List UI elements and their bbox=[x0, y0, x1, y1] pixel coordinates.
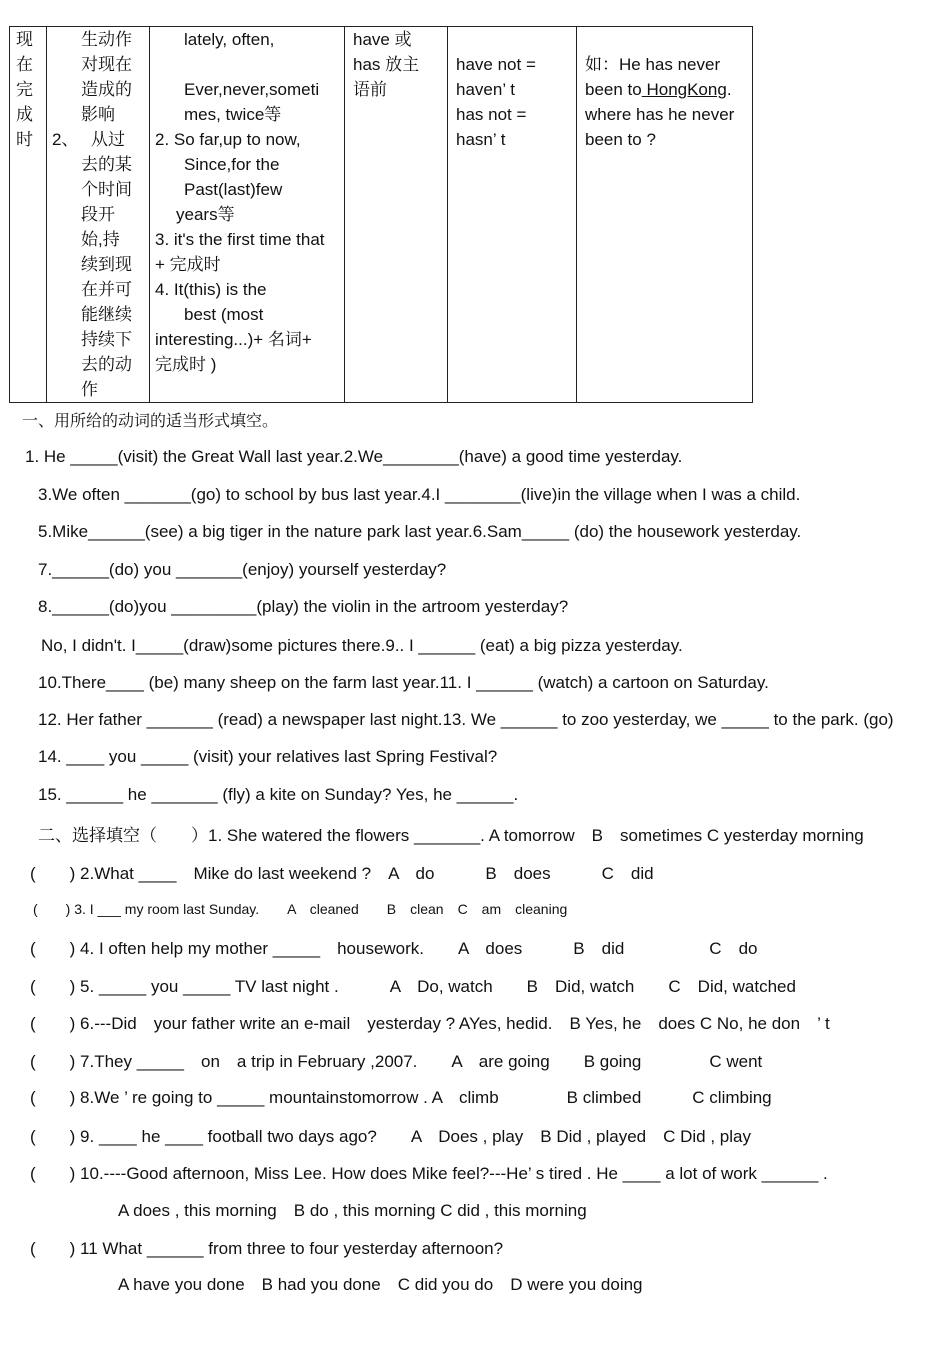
exercise-line: 7.______(do) you _______(enjoy) yourself yesterday? bbox=[38, 560, 447, 579]
usage-line: 对现在 bbox=[81, 55, 132, 74]
choice-question: ( ) 9. ____ he ____ football two days ago? A Does , play B Did , played C Did , play bbox=[30, 1127, 751, 1146]
choice-question: ( ) 6.---Did your father write an e-mail yesterday ? AYes, hedid. B Yes, he does C No, he don ’ t bbox=[30, 1014, 830, 1033]
usage-line: 影响 bbox=[81, 105, 115, 124]
choice-question: ( ) 3. I ___ my room last Sunday. A cleaned B clean C am cleaning bbox=[33, 901, 568, 917]
signal-line: 3. it's the first time that bbox=[155, 230, 325, 249]
example-line: 如：He has never bbox=[585, 55, 721, 74]
choice-question: ( ) 10.----Good afternoon, Miss Lee. How does Mike feel?---He’ s tired . He ____ a lot of work ______ . bbox=[30, 1164, 828, 1183]
choice-question: ( ) 11 What ______ from three to four yesterday afternoon? bbox=[30, 1239, 504, 1258]
exercise-line: 14. ____ you _____ (visit) your relatives last Spring Festival? bbox=[38, 747, 498, 766]
signal-line: best (most bbox=[184, 305, 264, 324]
signal-line: + 完成时 bbox=[155, 255, 221, 274]
exercise-line: 10.There____ (be) many sheep on the farm last year.11. I ______ (watch) a cartoon on Saturday. bbox=[38, 673, 769, 692]
usage-line: 个时间 bbox=[81, 180, 132, 199]
usage-line: 造成的 bbox=[81, 80, 132, 99]
signal-line: Ever,never,someti bbox=[184, 80, 320, 99]
choice-question: ( ) 8.We ’ re going to _____ mountainstomorrow . A climb B climbed C climbing bbox=[30, 1088, 772, 1107]
choice-question: ( ) 7.They _____ on a trip in February ,2007. A are going B going C went bbox=[30, 1052, 763, 1071]
tense-name-cell bbox=[10, 27, 47, 403]
usage-cell bbox=[47, 27, 150, 403]
table-row bbox=[10, 27, 753, 403]
exercise-line: 3.We often _______(go) to school by bus last year.4.I ________(live)in the village when I was a child. bbox=[38, 485, 801, 504]
example-line: been to bbox=[585, 80, 642, 99]
usage-line: 作 bbox=[81, 380, 98, 399]
question-form-line: have 或 bbox=[353, 30, 412, 49]
exercise-line: 1. He _____(visit) the Great Wall last year.2.We________(have) a good time yesterday. bbox=[25, 447, 683, 466]
tense-char: 成 bbox=[16, 105, 33, 124]
choice-question: ( ) 5. _____ you _____ TV last night . A Do, watch B Did, watch C Did, watched bbox=[30, 977, 796, 996]
choice-question: ( ) 2.What ____ Mike do last weekend ? A do B does C did bbox=[30, 864, 654, 883]
example-line: been to ? bbox=[585, 130, 656, 149]
negative-form-line: has not = bbox=[456, 105, 527, 124]
negative-form-line: have not = bbox=[456, 55, 536, 74]
signal-words-cell bbox=[150, 27, 345, 403]
usage-line: 始,持 bbox=[81, 230, 120, 249]
negative-form-line: hasn’ t bbox=[456, 130, 506, 149]
tense-char: 在 bbox=[16, 55, 33, 74]
exercise-line: 12. Her father _______ (read) a newspaper last night.13. We ______ to zoo yesterday, we _____ to the park. (go) bbox=[38, 710, 894, 729]
exercise-line: 15. ______ he _______ (fly) a kite on Sunday? Yes, he ______. bbox=[38, 785, 519, 804]
exercise-line: 5.Mike______(see) a big tiger in the nature park last year.6.Sam_____ (do) the housework yesterday. bbox=[38, 522, 802, 541]
exercise-line: 8.______(do)you _________(play) the violin in the artroom yesterday? bbox=[38, 597, 569, 616]
usage-line: 生动作 bbox=[81, 30, 132, 49]
usage-line: 从过 bbox=[91, 130, 125, 149]
exercise-line: No, I didn't. I_____(draw)some pictures there.9.. I ______ (eat) a big pizza yesterday. bbox=[41, 636, 683, 655]
choice-options: A have you done B had you done C did you do D were you doing bbox=[118, 1275, 643, 1294]
usage-line: 在并可 bbox=[81, 280, 132, 299]
negative-form-line: haven’ t bbox=[456, 80, 515, 99]
question-form-cell bbox=[345, 27, 448, 403]
usage-number: 2、 bbox=[52, 130, 79, 149]
tense-char: 完 bbox=[16, 80, 33, 99]
usage-line: 续到现 bbox=[81, 255, 132, 274]
example-cell bbox=[577, 27, 753, 403]
usage-line: 持续下 bbox=[81, 330, 132, 349]
signal-line: 完成时 ) bbox=[155, 355, 217, 374]
section1-title: 一、用所给的动词的适当形式填空。 bbox=[22, 411, 279, 430]
tense-char: 时 bbox=[16, 130, 33, 149]
signal-line: lately, often, bbox=[184, 30, 275, 49]
example-underlined-word: HongKong bbox=[641, 80, 727, 99]
question-form-line: has 放主 bbox=[353, 55, 420, 74]
usage-line: 去的动 bbox=[81, 355, 132, 374]
example-line: where has he never bbox=[585, 105, 735, 124]
choice-question: 二、选择填空（ ）1. She watered the flowers _______. A tomorrow B sometimes C yesterday morning bbox=[38, 826, 864, 845]
usage-line: 段开 bbox=[81, 205, 115, 224]
example-line: . bbox=[726, 80, 732, 99]
signal-line: interesting...)+ 名词+ bbox=[155, 330, 312, 349]
choice-options: A does , this morning B do , this morning C did , this morning bbox=[118, 1201, 587, 1220]
usage-line: 能继续 bbox=[81, 305, 132, 324]
signal-line: years等 bbox=[176, 205, 235, 224]
negative-form-cell bbox=[448, 27, 577, 403]
grammar-table bbox=[9, 26, 753, 403]
usage-line: 去的某 bbox=[81, 155, 132, 174]
question-form-line: 语前 bbox=[353, 80, 387, 99]
signal-line: mes, twice等 bbox=[184, 105, 282, 124]
signal-line: 2. So far,up to now, bbox=[155, 130, 301, 149]
choice-question: ( ) 4. I often help my mother _____ housework. A does B did C do bbox=[30, 939, 758, 958]
signal-line: Past(last)few bbox=[184, 180, 283, 199]
tense-char: 现 bbox=[16, 30, 33, 49]
signal-line: 4. It(this) is the bbox=[155, 280, 267, 299]
signal-line: Since,for the bbox=[184, 155, 280, 174]
